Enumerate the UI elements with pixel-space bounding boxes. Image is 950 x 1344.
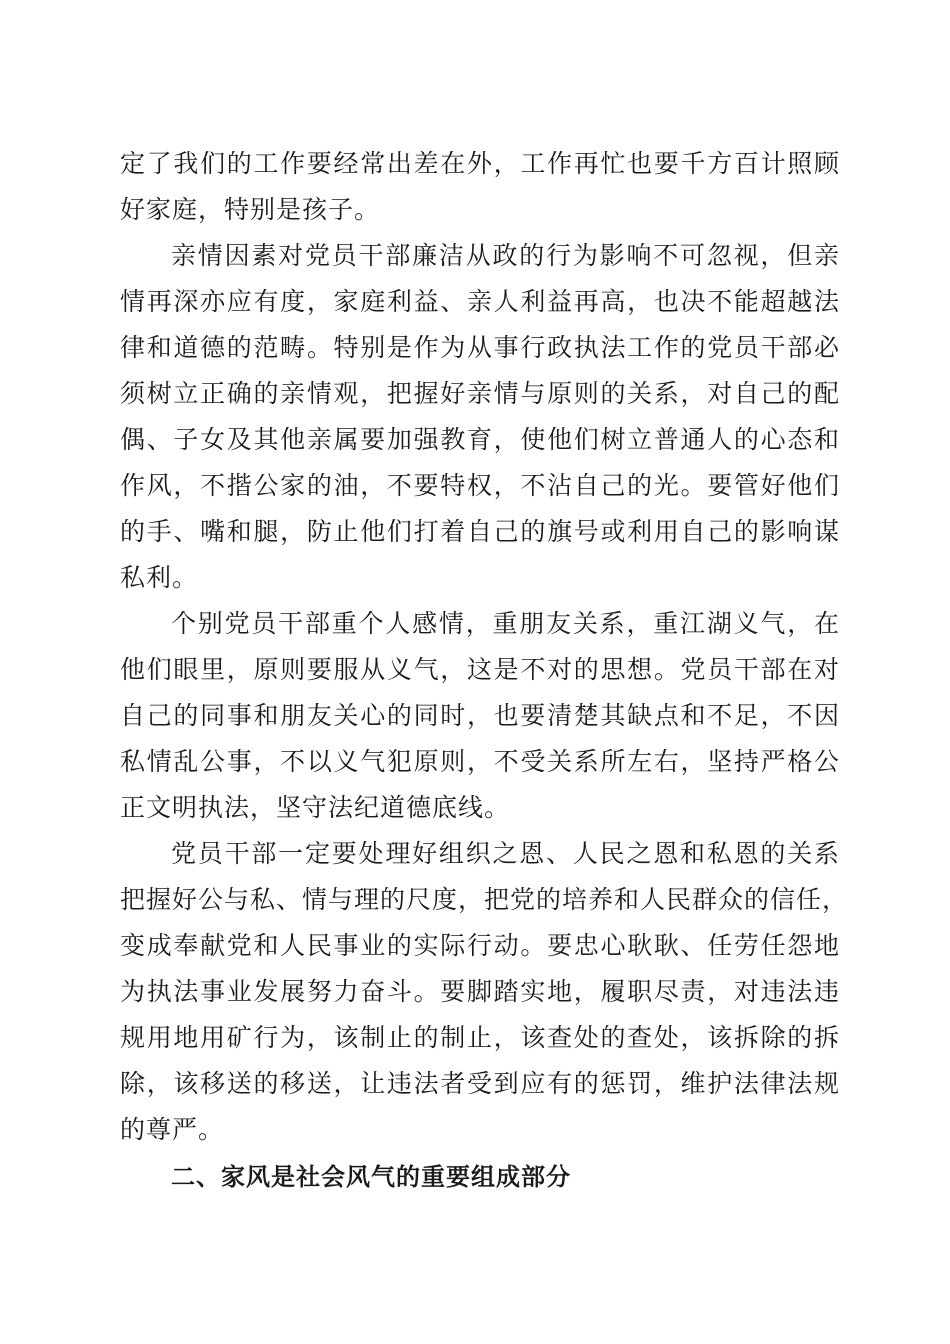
paragraph-3-line-4: 私情乱公事，不以义气犯原则，不受关系所左右，坚持严格公 [120,747,840,776]
paragraph-2-line-4: 须树立正确的亲情观，把握好亲情与原则的关系，对自己的配 [120,379,840,408]
paragraph-4-line-7: 的尊严。 [120,1115,225,1144]
paragraph-4-line-2: 把握好公与私、情与理的尺度，把党的培养和人民群众的信任， [120,885,849,914]
paragraph-2-line-7: 的手、嘴和腿，防止他们打着自己的旗号或利用自己的影响谋 [120,517,840,546]
paragraph-2-line-3: 律和道德的范畴。特别是作为从事行政执法工作的党员干部必 [120,333,840,362]
paragraph-3-line-1: 个别党员干部重个人感情，重朋友关系，重江湖义气，在 [171,609,840,638]
paragraph-4-line-5: 规用地用矿行为，该制止的制止，该查处的查处，该拆除的拆 [120,1023,840,1052]
paragraph-4-line-3: 变成奉献党和人民事业的实际行动。要忠心耿耿、任劳任怨地 [120,931,840,960]
paragraph-2-line-1: 亲情因素对党员干部廉洁从政的行为影响不可忽视，但亲 [171,241,840,270]
paragraph-4-line-1: 党员干部一定要处理好组织之恩、人民之恩和私恩的关系 [171,839,840,868]
paragraph-1-line-2: 好家庭，特别是孩子。 [120,195,381,224]
paragraph-2-line-8: 私利。 [120,563,199,592]
paragraph-4-line-6: 除，该移送的移送，让违法者受到应有的惩罚，维护法律法规 [120,1069,840,1098]
paragraph-1-line-1: 定了我们的工作要经常出差在外，工作再忙也要千方百计照顾 [120,149,840,178]
paragraph-4-line-4: 为执法事业发展努力奋斗。要脚踏实地，履职尽责，对违法违 [120,977,840,1006]
paragraph-2-line-6: 作风，不揩公家的油，不要特权，不沾自己的光。要管好他们 [120,471,840,500]
section-heading: 二、家风是社会风气的重要组成部分 [171,1163,571,1191]
paragraph-3-line-5: 正文明执法，坚守法纪道德底线。 [120,793,511,822]
paragraph-3-line-2: 他们眼里，原则要服从义气，这是不对的思想。党员干部在对 [120,655,840,684]
paragraph-3-line-3: 自己的同事和朋友关心的同时，也要清楚其缺点和不足，不因 [120,701,840,730]
paragraph-2-line-2: 情再深亦应有度，家庭利益、亲人利益再高，也决不能超越法 [120,287,840,316]
paragraph-2-line-5: 偶、子女及其他亲属要加强教育，使他们树立普通人的心态和 [120,425,840,454]
